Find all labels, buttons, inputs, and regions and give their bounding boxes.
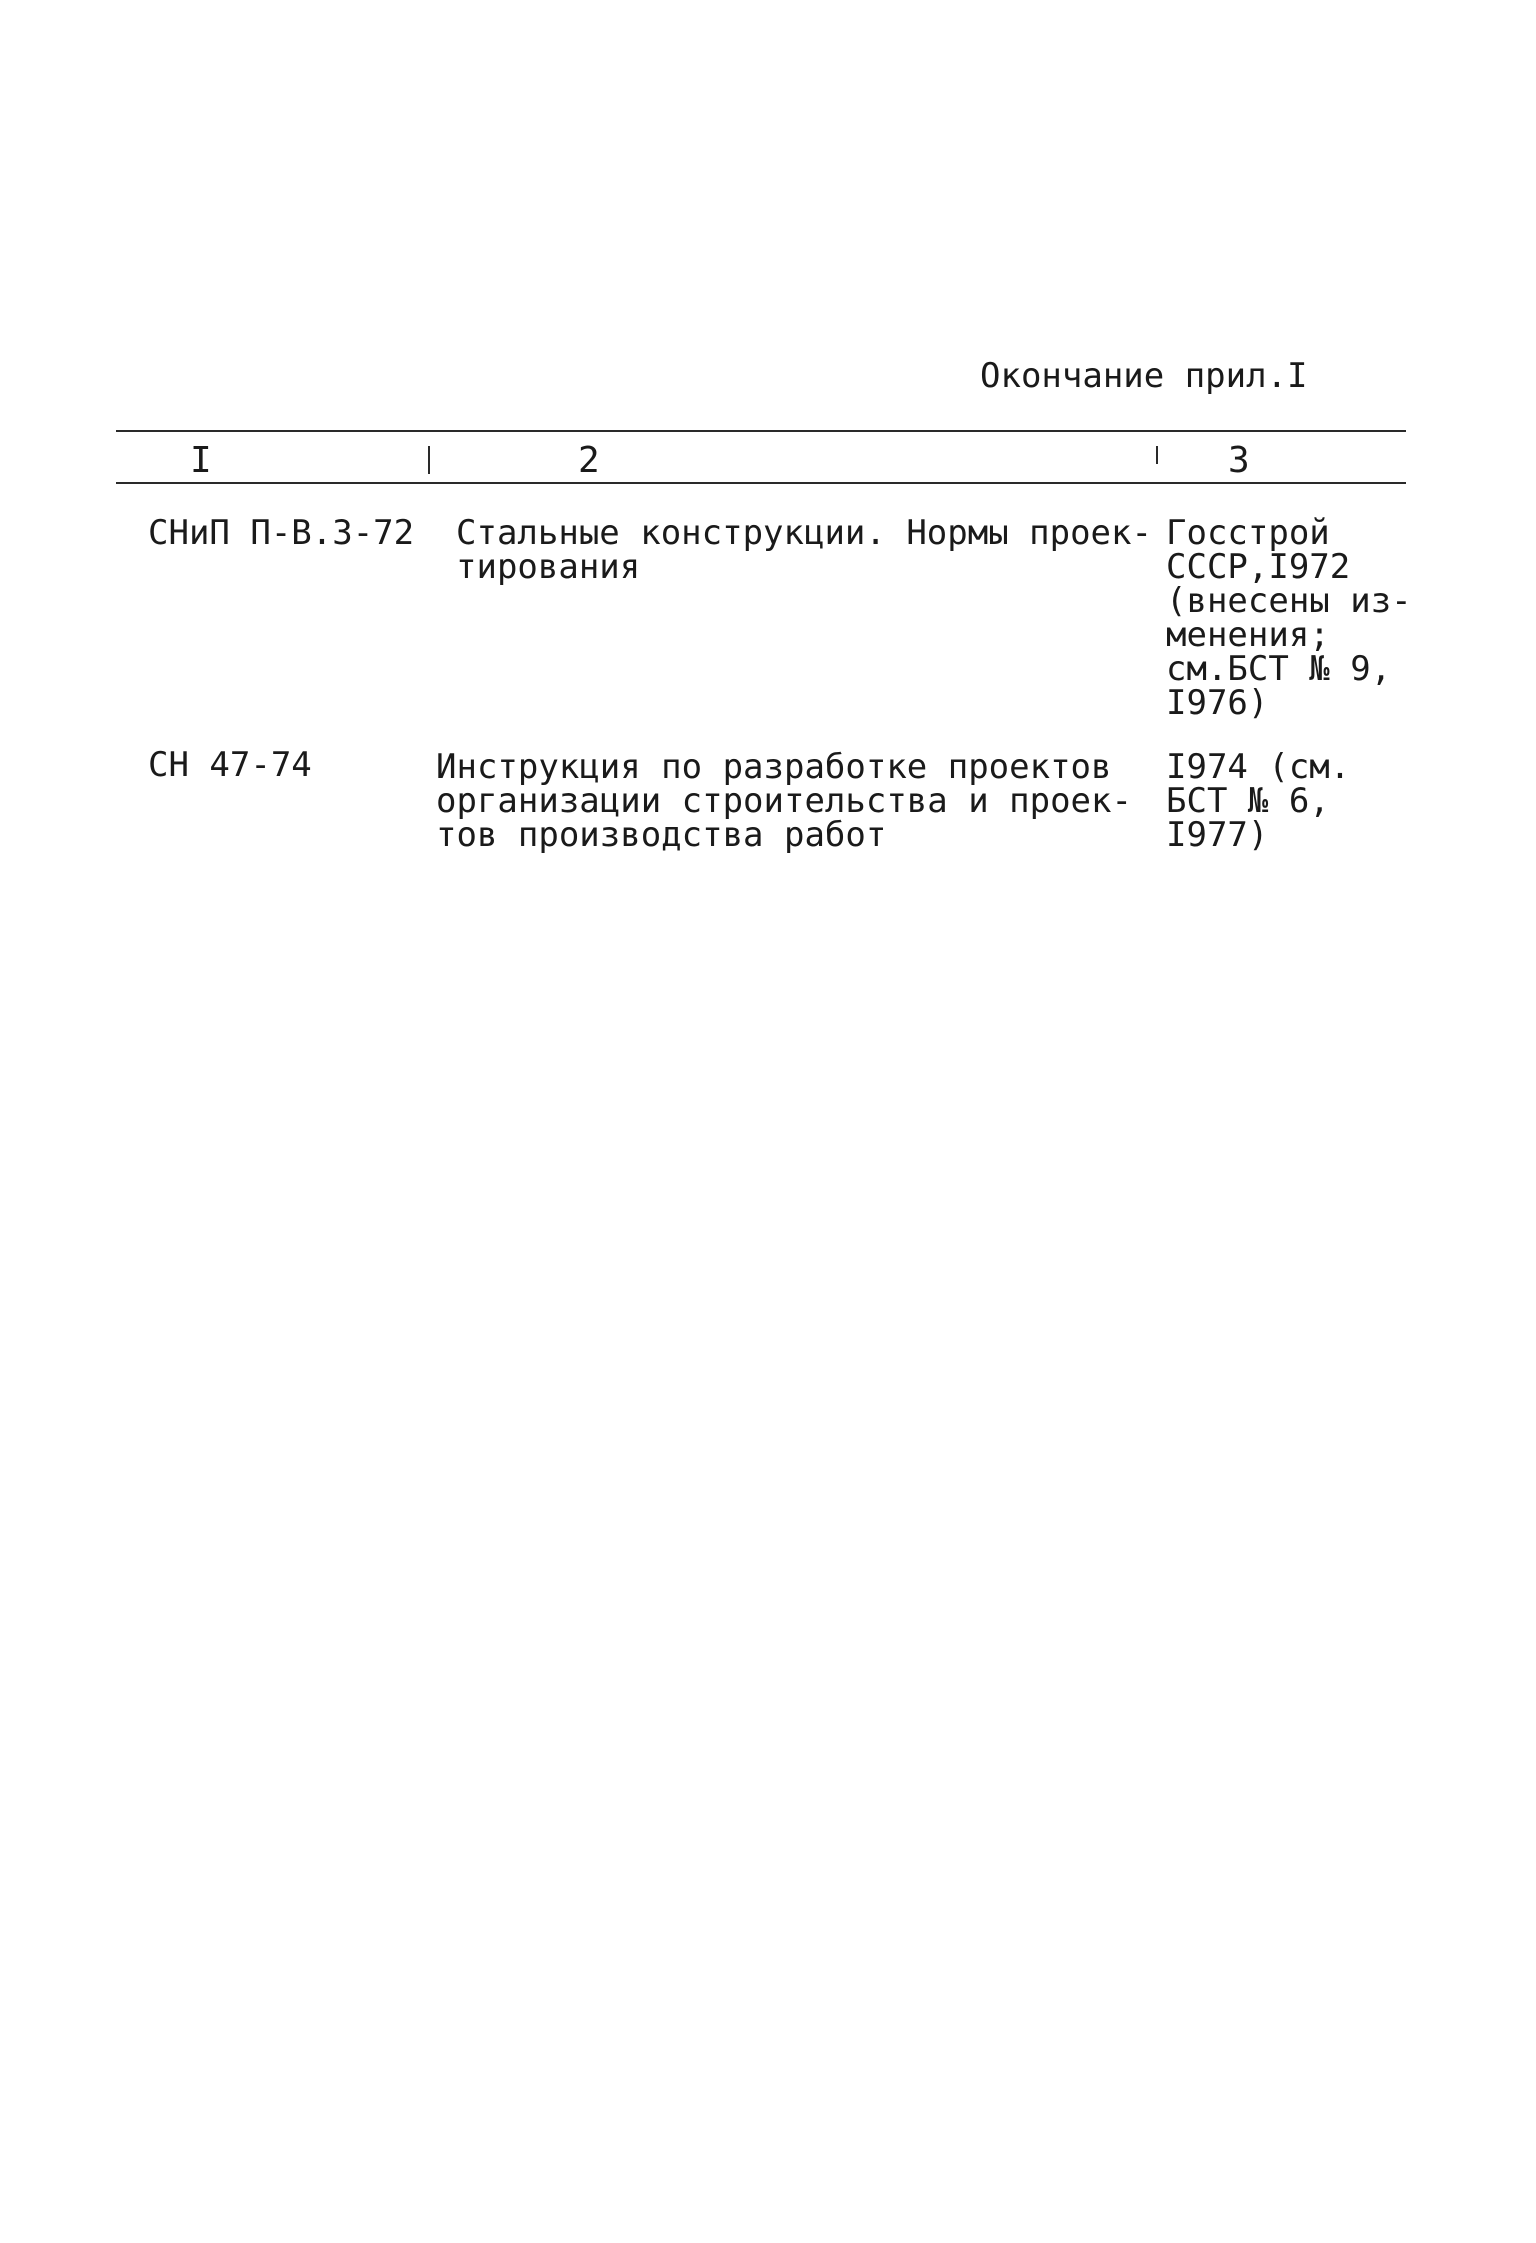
table-row-source-line: I976) <box>1166 683 1269 723</box>
column-separator <box>1156 446 1158 464</box>
table-row-title-line: организации строительства и проек- <box>436 781 1132 821</box>
table-row-code: СНиП П-В.3-72 <box>148 513 415 553</box>
table-row-title-line: Инструкция по разработке проектов <box>436 747 1112 787</box>
table-row-title-line: Стальные конструкции. Нормы проек- <box>456 513 1152 553</box>
table-row-source-line: I977) <box>1166 815 1269 855</box>
table-row-code: СН 47-74 <box>148 745 312 785</box>
table-row-source-line: см.БСТ № 9, <box>1166 649 1392 689</box>
table-row-title-line: тирования <box>456 547 641 587</box>
table-row-source-line: I974 (см. <box>1166 747 1351 787</box>
table-row-source-line: Госстрой <box>1166 513 1330 553</box>
column-number-2: 2 <box>578 440 600 481</box>
column-number-1: I <box>190 440 212 481</box>
page-heading: Окончание прил.I <box>980 356 1308 396</box>
table-row-source-line: БСТ № 6, <box>1166 781 1330 821</box>
table-row-source-line: СССР,I972 <box>1166 547 1351 587</box>
column-number-3: 3 <box>1228 440 1250 481</box>
table-row-source-line: (внесены из- <box>1166 581 1412 621</box>
table-header-rule <box>116 482 1406 484</box>
table-row-source-line: менения; <box>1166 615 1330 655</box>
table-row-title-line: тов производства работ <box>436 815 887 855</box>
table-top-rule <box>116 430 1406 432</box>
column-separator <box>428 446 430 474</box>
